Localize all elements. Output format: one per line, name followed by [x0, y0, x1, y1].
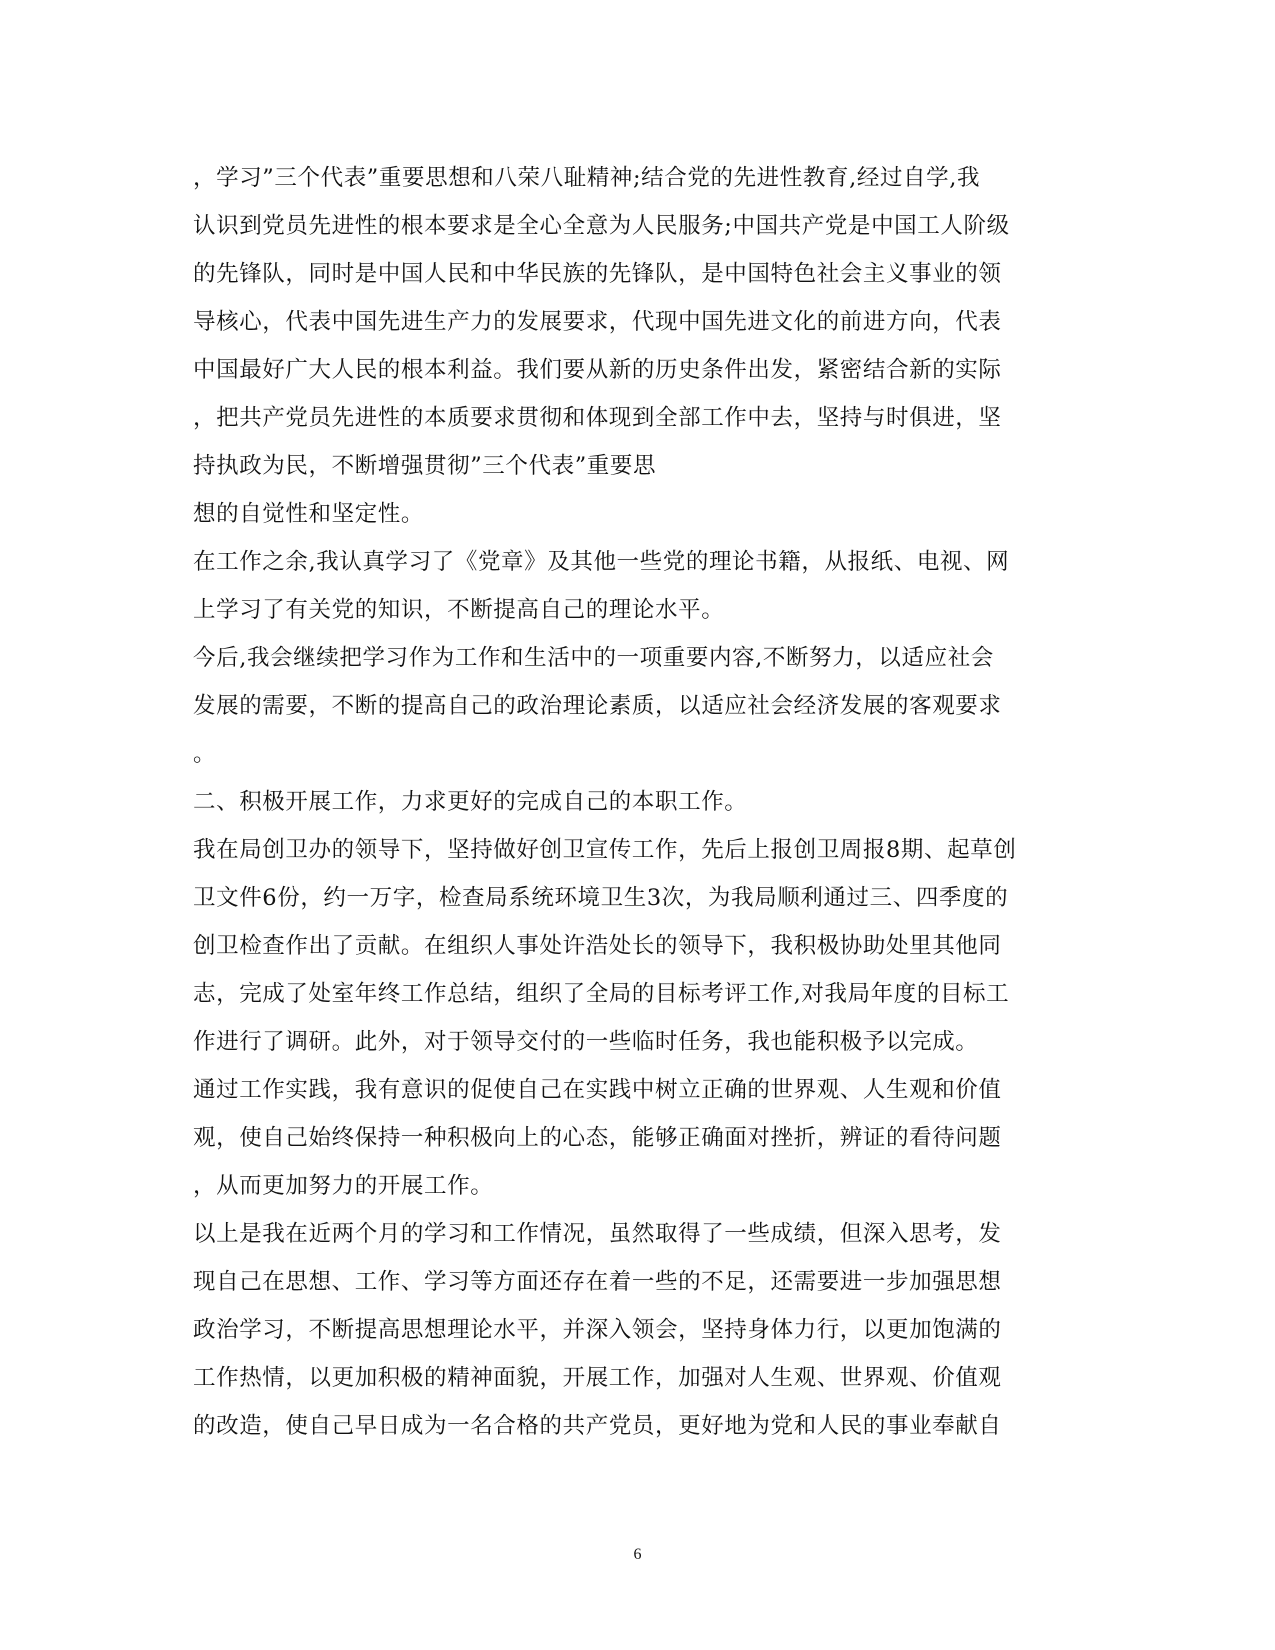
text-line: ，学习”三个代表”重要思想和八荣八耻精神;结合党的先进性教育,经过自学,我 [193, 165, 981, 191]
text-line: 的先锋队，同时是中国人民和中华民族的先锋队，是中国特色社会主义事业的领 [193, 261, 1002, 287]
document-body [193, 154, 1093, 1450]
text-line: 志，完成了处室年终工作总结，组织了全局的目标考评工作,对我局年度的目标工 [193, 981, 1010, 1007]
text-line: 卫文件6份，约一万字，检查局系统环境卫生3次，为我局顺利通过三、四季度的 [193, 885, 1009, 911]
text-line: 观，使自己始终保持一种积极向上的心态，能够正确面对挫折，辨证的看待问题 [193, 1125, 1002, 1151]
text-line: 作进行了调研。此外，对于领导交付的一些临时任务，我也能积极予以完成。 [193, 1029, 979, 1055]
text-line: 今后,我会继续把学习作为工作和生活中的一项重要内容,不断努力，以适应社会 [193, 645, 994, 671]
text-line: 通过工作实践，我有意识的促使自己在实践中树立正确的世界观、人生观和价值 [193, 1077, 1002, 1103]
text-line: 的改造，使自己早日成为一名合格的共产党员，更好地为党和人民的事业奉献自 [193, 1413, 1002, 1439]
text-line: 持执政为民，不断增强贯彻”三个代表”重要思 [193, 453, 657, 479]
text-line: 我在局创卫办的领导下，坚持做好创卫宣传工作，先后上报创卫周报8期、起草创 [193, 837, 1017, 863]
text-line: 上学习了有关党的知识，不断提高自己的理论水平。 [193, 597, 725, 623]
page-number: 6 [633, 1546, 642, 1563]
text-line: ，从而更加努力的开展工作。 [193, 1173, 494, 1199]
text-line: 在工作之余,我认真学习了《党章》及其他一些党的理论书籍，从报纸、电视、网 [193, 549, 1010, 575]
text-line: 导核心，代表中国先进生产力的发展要求，代现中国先进文化的前进方向，代表 [193, 309, 1002, 335]
text-line: 工作热情，以更加积极的精神面貌，开展工作，加强对人生观、世界观、价值观 [193, 1365, 1002, 1391]
text-line: ，把共产党员先进性的本质要求贯彻和体现到全部工作中去，坚持与时俱进，坚 [193, 405, 1002, 431]
text-line: 发展的需要，不断的提高自己的政治理论素质，以适应社会经济发展的客观要求 [193, 693, 1002, 719]
section-heading: 二、积极开展工作，力求更好的完成自己的本职工作。 [193, 789, 748, 815]
text-line: 创卫检查作出了贡献。在组织人事处许浩处长的领导下，我积极协助处里其他同 [193, 933, 1002, 959]
text-line: 。 [193, 741, 217, 767]
text-line: 认识到党员先进性的根本要求是全心全意为人民服务;中国共产党是中国工人阶级 [193, 213, 1010, 239]
text-line: 中国最好广大人民的根本利益。我们要从新的历史条件出发，紧密结合新的实际 [193, 357, 1002, 383]
text-line: 以上是我在近两个月的学习和工作情况，虽然取得了一些成绩，但深入思考，发 [193, 1221, 1002, 1247]
text-line: 政治学习，不断提高思想理论水平，并深入领会，坚持身体力行，以更加饱满的 [193, 1317, 1002, 1343]
text-line: 现自己在思想、工作、学习等方面还存在着一些的不足，还需要进一步加强思想 [193, 1269, 1002, 1295]
text-line: 想的自觉性和坚定性。 [193, 501, 425, 527]
